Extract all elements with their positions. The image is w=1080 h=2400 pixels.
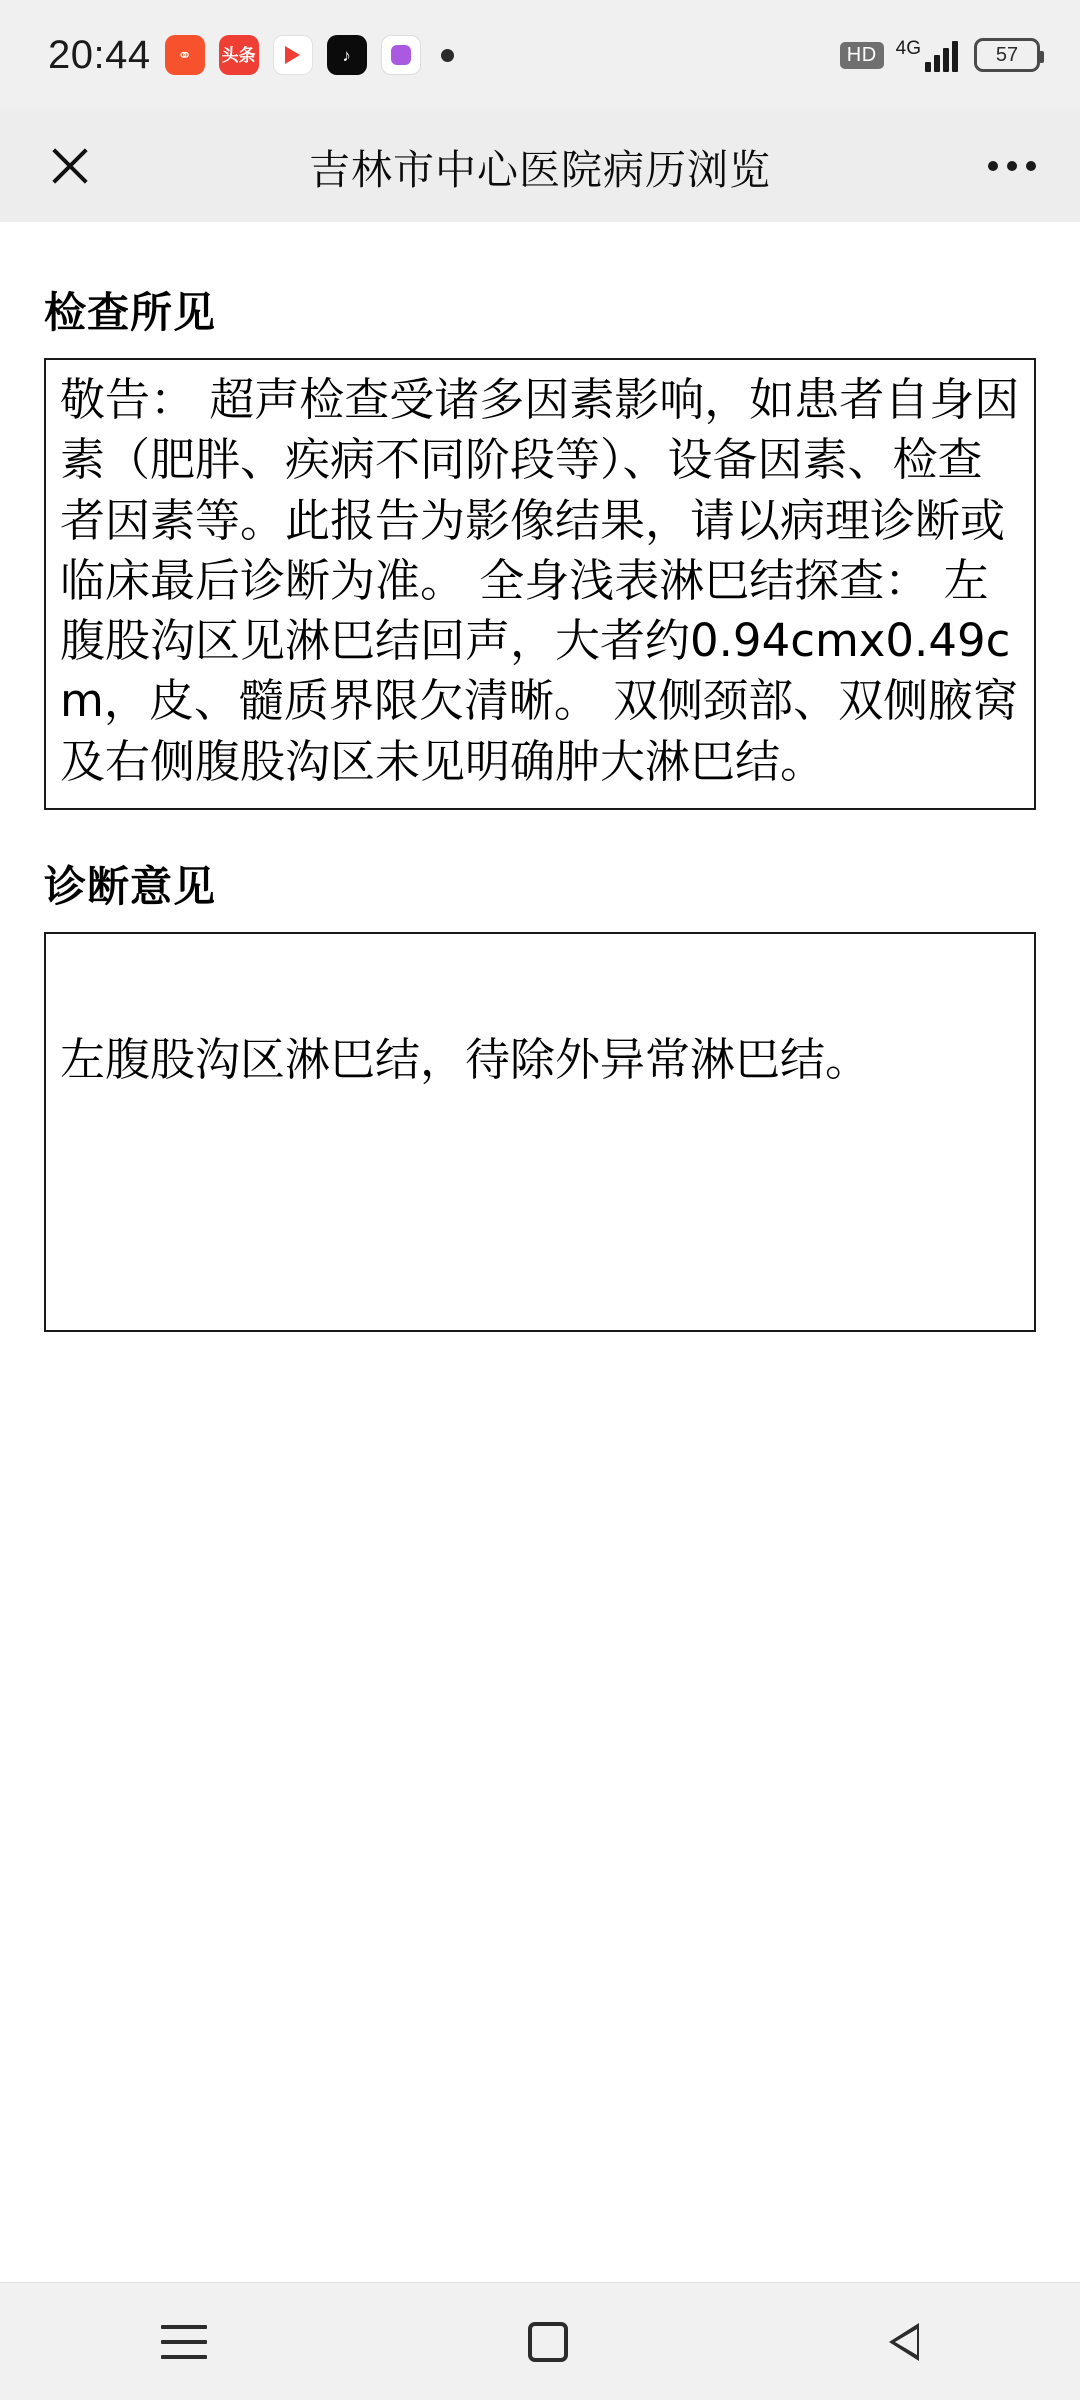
title-bar <box>0 110 1080 222</box>
hd-badge-icon: HD <box>840 42 884 69</box>
battery-icon <box>974 38 1040 72</box>
network-type-label: 4G <box>895 37 921 59</box>
battery-percent-label: 57 <box>995 44 1019 66</box>
status-bar-left <box>48 33 454 78</box>
app-icon-toutiao: 头条 <box>219 35 259 75</box>
app-icon-tiktok: ♪ <box>327 35 367 75</box>
notification-dot-icon <box>441 49 454 62</box>
findings-heading: 检查所见 <box>44 288 217 337</box>
status-bar-right <box>840 38 1040 72</box>
recent-apps-icon[interactable] <box>161 2325 207 2359</box>
status-bar <box>0 0 1080 110</box>
section-spacer <box>44 810 1036 854</box>
more-options-icon[interactable] <box>988 161 1036 171</box>
home-icon[interactable] <box>528 2322 568 2362</box>
findings-box <box>44 358 1036 810</box>
app-icon-douyin-lite: ⚭ <box>165 35 205 75</box>
signal-bars-icon <box>925 40 958 72</box>
signal-indicator <box>896 39 958 72</box>
diagnosis-heading: 诊断意见 <box>44 862 217 912</box>
system-nav-bar <box>0 2282 1080 2400</box>
findings-text: 敬告： 超声检查受诸多因素影响，如患者自身因素（肥胖、疾病不同阶段等）、设备因素、检查者因素等。此报告为影像结果，请以病理诊断或临床最后诊断为准。 全身浅表淋巴结探查： 左腹股沟区见淋巴结回声，大者约0.94cmx0.49cm，皮、髓质界限欠清晰。 双侧颈部、双侧腋窝及右侧腹股沟区未见明确肿大淋巴结。 <box>60 373 1020 788</box>
close-icon[interactable] <box>44 140 96 192</box>
status-clock: 20:44 <box>48 32 151 77</box>
app-icon-purple <box>381 35 421 75</box>
back-icon[interactable] <box>889 2323 919 2361</box>
page-title: 吉林市中心医院病历浏览 <box>309 145 771 194</box>
report-content <box>0 222 1080 2282</box>
app-icon-video-red <box>273 35 313 75</box>
diagnosis-text: 左腹股沟区淋巴结，待除外异常淋巴结。 <box>60 1033 871 1087</box>
diagnosis-box <box>44 932 1036 1332</box>
